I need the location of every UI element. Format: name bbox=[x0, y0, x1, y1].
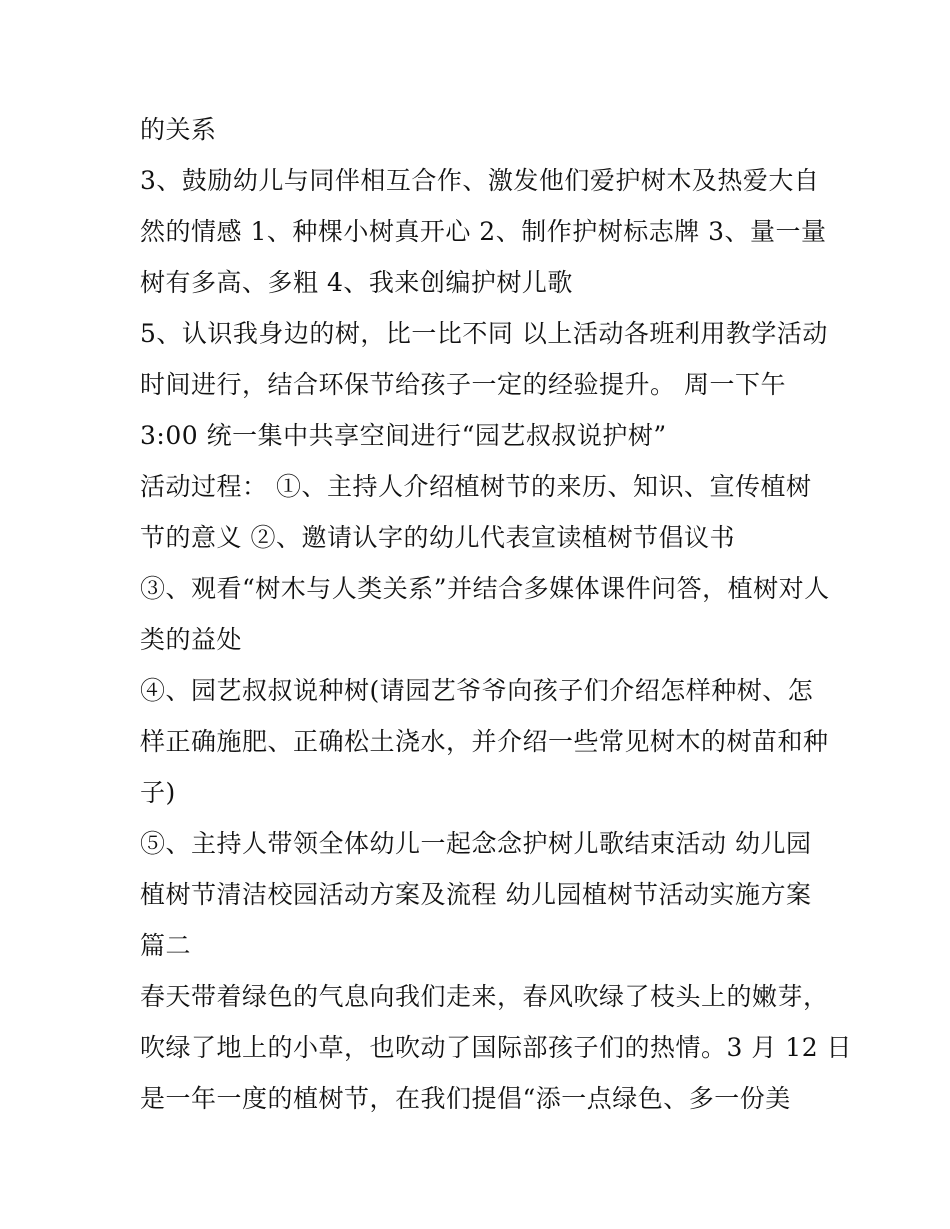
text-line: 类的益处 bbox=[140, 625, 243, 654]
text-line: 树有多高、多粗 4、我来创编护树儿歌 bbox=[140, 268, 573, 297]
text-line: 吹绿了地上的小草，也吹动了国际部孩子们的热情。3 月 12 日 bbox=[140, 1033, 853, 1062]
text-line: ⑤、主持人带领全体幼儿一起念念护树儿歌结束活动 幼儿园 bbox=[140, 829, 812, 858]
text-line: 篇二 bbox=[140, 931, 192, 960]
document-body bbox=[140, 108, 853, 1128]
text-line: 时间进行，结合环保节给孩子一定的经验提升。 周一下午 bbox=[140, 370, 786, 399]
text-line: 3、鼓励幼儿与同伴相互合作、激发他们爱护树木及热爱大自 bbox=[140, 166, 820, 195]
text-line: ④、园艺叔叔说种树(请园艺爷爷向孩子们介绍怎样种树、怎 bbox=[140, 676, 814, 705]
text-line: ③、观看“树木与人类关系”并结合多媒体课件问答，植树对人 bbox=[140, 574, 830, 603]
text-line: 是一年一度的植树节，在我们提倡“添一点绿色、多一份美 bbox=[140, 1084, 791, 1113]
text-line: 子) bbox=[140, 778, 176, 807]
text-line: 5、认识我身边的树，比一比不同 以上活动各班利用教学活动 bbox=[140, 319, 828, 348]
text-line: 3:00 统一集中共享空间进行“园艺叔叔说护树” bbox=[140, 421, 667, 450]
text-line: 春天带着绿色的气息向我们走来，春风吹绿了枝头上的嫩芽， bbox=[140, 982, 829, 1011]
text-line: 的关系 bbox=[140, 115, 217, 144]
text-line: 样正确施肥、正确松土浇水，并介绍一些常见树木的树苗和种 bbox=[140, 727, 829, 756]
text-line: 植树节清洁校园活动方案及流程 幼儿园植树节活动实施方案 bbox=[140, 880, 812, 909]
text-line: 活动过程： ①、主持人介绍植树节的来历、知识、宣传植树 bbox=[140, 472, 812, 501]
text-line: 然的情感 1、种棵小树真开心 2、制作护树标志牌 3、量一量 bbox=[140, 217, 827, 246]
text-line: 节的意义 ②、邀请认字的幼儿代表宣读植树节倡议书 bbox=[140, 523, 735, 552]
